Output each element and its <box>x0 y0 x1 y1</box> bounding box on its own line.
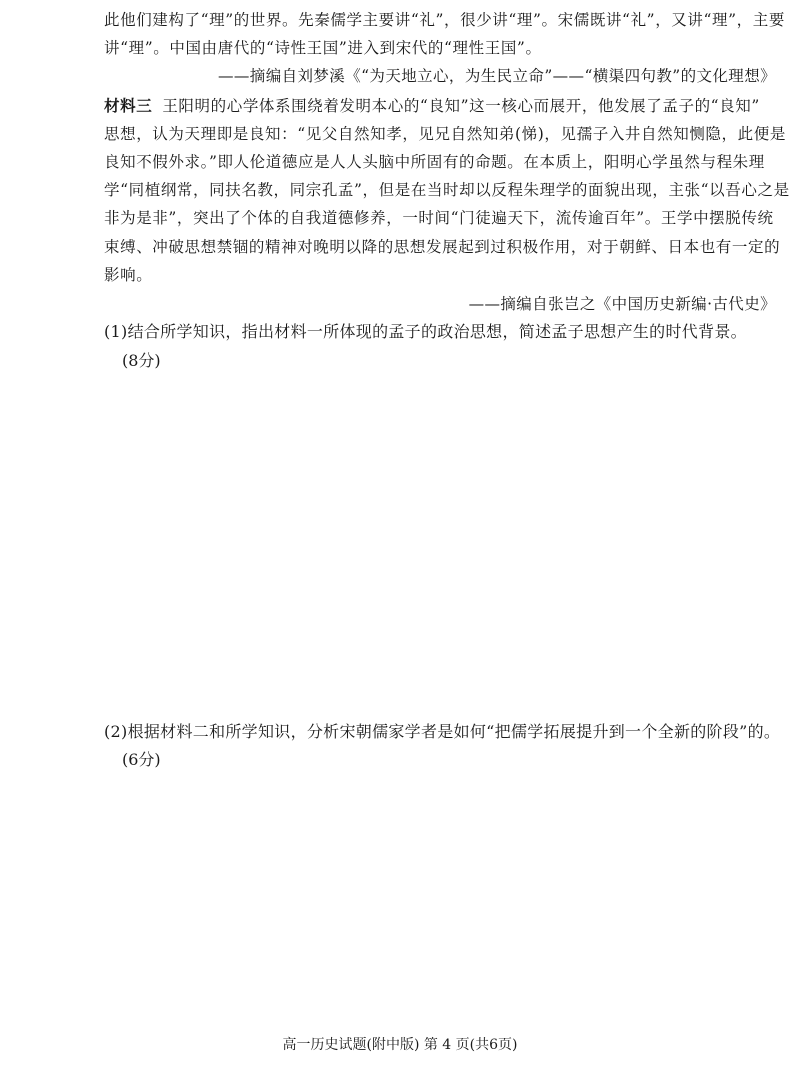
material3-line-1: 王阳明的心学体系围绕着发明本心的“良知”这一核心而展开，他发展了孟子的“良知” <box>162 97 760 115</box>
material2-line-2: 讲“理”。中国由唐代的“诗性王国”进入到宋代的“理性王国”。 <box>104 39 542 57</box>
material3-line-3: 良知不假外求。”即人伦道德应是人人头脑中所固有的命题。在本质上，阳明心学虽然与程朱理 <box>104 153 765 171</box>
page-footer: 高一历史试题(附中版) 第 4 页(共6页) <box>282 1037 518 1053</box>
question-1-text: (1)结合所学知识，指出材料一所体现的孟子的政治思想，简述孟子思想产生的时代背景。 <box>104 322 747 341</box>
material2-source: ——摘编自刘梦溪《“为天地立心，为生民立命”——“横渠四句教”的文化理想》 <box>218 67 776 85</box>
question-2-text: (2)根据材料二和所学知识，分析宋朝儒家学者是如何“把儒学拓展提升到一个全新的阶段”的。 <box>104 722 781 741</box>
material3-source: ——摘编自张岂之《中国历史新编·古代史》 <box>468 295 776 313</box>
material3-first-line <box>104 96 760 116</box>
material3-line-4: 学“同植纲常，同扶名教，同宗孔孟”，但是在当时却以反程朱理学的面貌出现，主张“以吾心之是 <box>104 181 790 199</box>
material3-line-5: 非为是非”，突出了个体的自我道德修养，一时间“门徒遍天下，流传逾百年”。王学中摆脱传统 <box>104 209 774 227</box>
material3-label: 材料三 <box>104 96 153 115</box>
material3-line-6: 束缚、冲破思想禁锢的精神对晚明以降的思想发展起到过积极作用，对于朝鲜、日本也有一定的 <box>104 238 781 256</box>
question-1-score: (8分) <box>122 351 161 370</box>
question-2-score: (6分) <box>122 750 161 769</box>
material2-line-1: 此他们建构了“理”的世界。先秦儒学主要讲“礼”，很少讲“理”。宋儒既讲“礼”，又讲“理”，主要 <box>104 11 785 29</box>
material3-line-2: 思想，认为天理即是良知：“见父自然知孝，见兄自然知弟(悌)，见孺子入井自然知恻隐，此便是 <box>104 125 786 143</box>
material3-line-7: 影响。 <box>104 266 153 284</box>
